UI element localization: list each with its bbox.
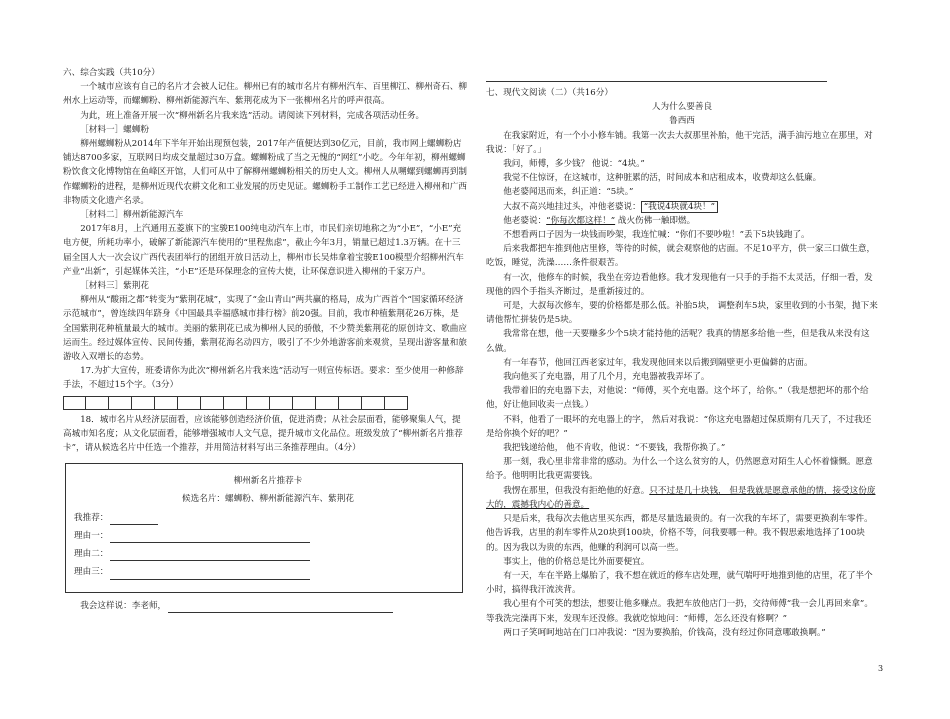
article-paragraph: 我常常在想，他一天要赚多少个5块才能持他的活呢？我真的情愿多给他一些，但是我从来没有这么做。 [486, 329, 870, 354]
reason-1-blank[interactable] [110, 531, 310, 543]
article-paragraph [486, 214, 878, 228]
underlined-sentence: 只不过是几十块钱， 但是我就是愿意承他的情，接受这份庞大的，震撼我内心的善意。 [486, 485, 876, 510]
answer-cell[interactable] [362, 396, 385, 410]
answer-cell[interactable] [86, 396, 109, 410]
section-seven-title: 七、现代文阅读（二）（共16分） [486, 88, 613, 98]
article-paragraph: 有一次，他修车的时候，我坐在旁边看他修。我才发现他有一只手的手指不太灵活，仔细一看，发现他的四个手指头齐断过，是重新接过的。 [486, 272, 873, 297]
answer-cell[interactable] [270, 396, 293, 410]
underlined-quote: “你每次都这样！” [546, 215, 616, 226]
card-candidates: 候选名片：螺蛳粉、柳州新能源汽车、紫荆花 [182, 494, 354, 505]
article-paragraph: 在我家附近，有一个小小修车铺。我第一次去大叔那里补胎，他干完活，满手油污地立在那里，对我说：「好了。」 [486, 130, 873, 155]
answer-cell[interactable] [63, 396, 86, 410]
p5-text: 大叔不高兴地挂过头，冲他老婆说： [503, 201, 641, 212]
reason-3-blank[interactable] [110, 568, 310, 580]
closing-label: 我会这样说：李老师， [80, 601, 167, 612]
answer-cell[interactable] [247, 396, 270, 410]
reason-2-blank[interactable] [110, 549, 310, 561]
article-paragraph: 只是后来，我每次去他店里买东西，都是尽量选最贵的。有一次我的车坏了，需要更换刹车零件。他告诉我，店里的刹车零件从20块到100块，价格不等，问我要哪一种。我不假思索地选择了100块的。因为我以为贵的东西，他赚的利润可以高一些。 [486, 514, 873, 553]
card-reason-3-row [74, 565, 462, 579]
answer-cell[interactable] [155, 396, 178, 410]
intro-paragraph-1: 一个城市应该有自己的名片才会被人记住。柳州已有的城市名片有柳州汽车、百里柳江、柳州奇石、柳州水上运动等，而螺蛳粉、柳州新能源汽车、紫荆花成为下一张柳州名片的呼声很高。 [63, 82, 467, 107]
article-paragraph: 我把钱递给他， 他不肯收，他说：“不要钱，我帮你换了。” [503, 443, 726, 454]
page-number: 3 [878, 664, 884, 673]
material-2-text: 2017年8月，上汽通用五菱旗下的宝骏E100纯电动汽车上市，市民们亲切地称之为“小E”，“小E”充电方便，所耗功率小，破解了新能源汽车使用的“里程焦虑”，截止今年3月，销量已超过1.3万辆。在十三届全国人大一次会议广西代表团举行的团组开放日活动上，柳州市长吴炜拿着宝骏E100模型介绍柳州汽车产业“出新”，引起媒体关注，“小E”还是环保理念的宣传大使，让环保意识进入柳州的千家万户。 [63, 224, 464, 277]
slogan-answer-grid[interactable] [63, 396, 467, 410]
card-reason-1-label: 理由一： [74, 530, 109, 541]
right-column [486, 86, 878, 640]
material-1-title: ［材料一］螺蛳粉 [80, 124, 149, 135]
article-paragraph: 后来我都把车推到他店里修，等待的时候，就会观察他的店面。不足10平方，供一家三口做生意，吃饭，睡觉，洗澡……条件很艰苦。 [486, 244, 876, 269]
card-reason-2-row [74, 547, 462, 561]
p6-text-post: 战火伤佛一触即燃。 [615, 215, 696, 226]
article-paragraph: 不想看两口子因为一块钱而吵架，我连忙喊：“你们不要吵啦！”丢下5块钱跑了。 [503, 230, 810, 241]
closing-blank[interactable] [168, 601, 393, 613]
section-six-title: 六、综合实践（共10分） [63, 68, 160, 78]
question-17: 17.为扩大宣传，班委请你为此次“柳州新名片我来选”活动写一则宣传标语。要求：至少使用一种修辞手法，不超过15个字。（3分） [63, 366, 464, 391]
article-paragraph: 我问，师傅，多少钱？ 他说：“4块。” [503, 159, 645, 170]
article-paragraph: 我向他买了充电器，用了几个月，充电器被我弄坏了。 [503, 372, 710, 383]
article-paragraph: 不料，他看了一眼坏的充电器上的字， 然后对我说：“你这充电器超过保质期有几天了，不过我还是给你换个好的吧？” [486, 414, 872, 439]
article-paragraph: 可是，大叔每次修车，要的价格都是那么低。补胎5块， 调整刹车5块，家里收到的小书架，抛下来请他帮忙拼装仍是5块。 [486, 301, 878, 326]
article-paragraph: 那一刻，我心里非常非常的感动。为什么一个这么贫穷的人，仍然愿意对陌生人心怀着慷慨。愿意给予。他明明比我更需要钱。 [486, 457, 873, 482]
article-paragraph [486, 484, 878, 512]
card-reason-2-label: 理由二： [74, 549, 109, 560]
recommendation-card [65, 463, 463, 593]
article-paragraph: 两口子笑呵呵地站在门口冲我说：“因为要换胎，价钱高，没有经过你同意哪敢换啊。” [503, 627, 826, 638]
closing-line [63, 599, 467, 613]
material-2-title: ［材料二］柳州新能源汽车 [80, 210, 184, 221]
answer-cell[interactable] [293, 396, 316, 410]
article-paragraph: 事实上，他的价格总是比外面要便宜。 [503, 556, 650, 567]
intro-paragraph-2: 为此，班上准备开展一次“柳州新名片我来选”活动。请阅读下列材料，完成各项活动任务。 [80, 110, 425, 121]
answer-cell[interactable] [316, 396, 339, 410]
answer-cell[interactable] [201, 396, 224, 410]
article-paragraph: 我心里有个可笑的想法，想要让他多赚点。我把车放他店门一扔，交待师傅“我一会儿再回来拿”。等我洗完澡再下来，发现车还没修。我就吃惊地问：“师傅，怎么还没有修啊？” [486, 599, 873, 624]
answer-cell[interactable] [109, 396, 132, 410]
question-18: 18．城市名片从经济层面看，应该能够创造经济价值，促进消费；从社会层面看，能够聚集人气，提高城市知名度；从文化层面看，能够增强城市人文气息，提升城市文化品位。班级发放了“柳州新名片推荐卡”，请从候选名片中任选一个推荐，并用简洁材料写出三条推荐理由。（4分） [63, 414, 463, 454]
article-paragraph [486, 200, 878, 214]
answer-cell[interactable] [339, 396, 362, 410]
card-reason-3-label: 理由三： [74, 567, 109, 578]
article-paragraph: 他老婆闻迅而来，纠正道：“5块。” [503, 187, 634, 198]
answer-cell[interactable] [385, 396, 408, 410]
p6-text: 他老婆说： [503, 215, 547, 226]
recommend-blank[interactable] [110, 513, 158, 525]
material-1-text: 柳州螺蛳粉从2014年下半年开始出现预包装，2017年产值便达到30亿元，目前，我市网上螺蛳粉店铺达8700多家，互联网日均成交量超过30万盒。螺蛳粉成了当之无愧的“网红”小吃。今年年初，柳州螺蛳粉饮食文化博物馆在鱼峰区开馆，人们可从中了解柳州螺蛳粉相关的历史人文。柳州人从嗍螺到螺蛳再到制作螺蛳粉的进程，是柳州近现代农耕文化和工业发展的历史见证。螺蛳粉手工制作工艺已经进入柳州和广西非物质文化遗产名录。 [63, 139, 467, 206]
material-3-text: 柳州从“酸雨之都”转变为“紫荆花城”，实现了“金山青山”两共赢的格局，成为广西首个“国家循环经济示范城市”，曾连续四年跻身《中国最具幸福感城市排行榜》前20强。目前，我市种植紫荆花26万株，是全国紫荆花种植量最大的城市。美丽的紫荆花已成为柳州人民的骄傲，不少赞美紫荆花的原创诗文、歌曲应运而生。经过媒体宣传、民间传播，紫荆花海名动四方，吸引了不少外地游客前来观赏，呈现出游客量和旅游收入双增长的态势。 [63, 295, 467, 363]
article-author: 鲁西西 [669, 116, 695, 127]
answer-cell[interactable] [224, 396, 247, 410]
article-paragraph: 有一天，车在半路上爆胎了，我不想在就近的修车店处理，就气喘吁吁地推到他的店里，花了半个小时，搞得我汗流浃背。 [486, 570, 873, 596]
answer-cell[interactable] [178, 396, 201, 410]
material-3-title: ［材料三］紫荆花 [80, 281, 149, 292]
card-title: 柳州新名片推荐卡 [233, 476, 303, 487]
card-recommend-label: 我推荐： [74, 512, 109, 523]
answer-cell[interactable] [132, 396, 155, 410]
top-answer-rule [486, 81, 827, 82]
article-paragraph: 我带着旧的充电器下去，对他说：“师傅，买个充电器。这个坏了，给你。”（我是想把坏的那个给他，好让他回收卖一点钱。） [486, 386, 869, 411]
article-paragraph: 我觉不住惊讶，在这城市，这种脏累的活，时间成本和店租成本，收费却这么低廉。 [503, 173, 822, 184]
card-reason-1-row [74, 529, 462, 543]
boxed-quote: “我说4块就4块！” [641, 201, 718, 213]
p18-text: 我愣在那里，但我没有拒绝他的好意。 [503, 485, 650, 496]
article-title: 人为什么要善良 [651, 102, 713, 113]
left-column [63, 66, 467, 613]
article-paragraph: 有一年春节，他回江西老家过年，我发现他回来以后搬到隔壁更小更偏僻的店面。 [503, 357, 813, 368]
card-recommend-row [74, 511, 462, 525]
